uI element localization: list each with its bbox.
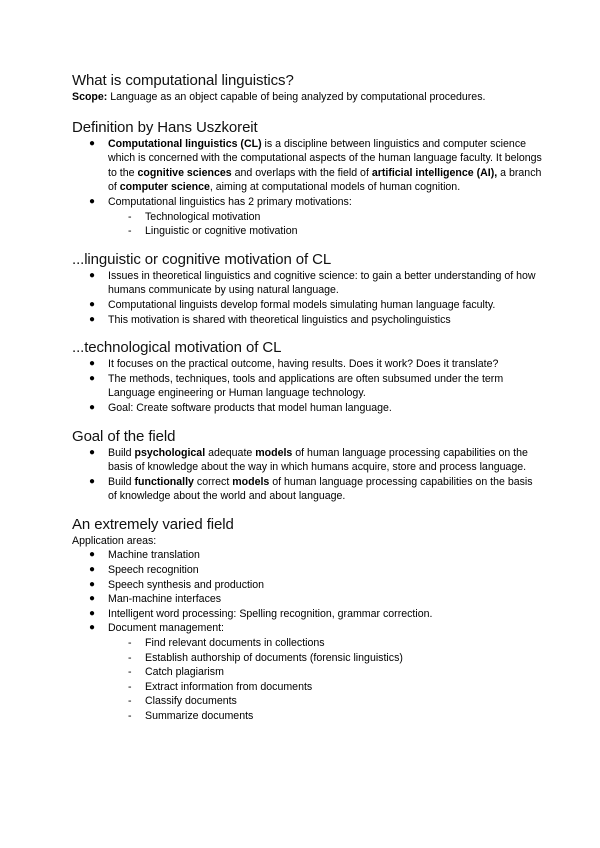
bullet-icon: ● — [89, 269, 96, 281]
text: Find relevant documents in collections — [145, 637, 325, 650]
text: a branch of — [108, 166, 542, 194]
dash-icon: - — [128, 210, 132, 223]
bullet-icon: ● — [89, 372, 96, 384]
text: Machine translation — [108, 549, 200, 562]
text: and overlaps with the field of — [231, 166, 372, 179]
dash-icon: - — [128, 225, 132, 238]
application-areas-label: Application areas: — [72, 534, 157, 547]
text: Speech synthesis and production — [108, 578, 265, 591]
dash-icon: - — [128, 651, 132, 664]
dash-icon: - — [128, 680, 132, 693]
section-goal — [72, 428, 542, 504]
bold-term: cognitive sciences — [137, 166, 232, 179]
section-linguistic-motivation — [72, 251, 542, 327]
sub-list-item — [108, 709, 542, 724]
bold-term: models — [232, 475, 270, 488]
technological-heading: ...technological motivation of CL — [72, 339, 282, 357]
text: Summarize documents — [145, 710, 254, 722]
text: Extract information from documents — [145, 680, 313, 693]
scope-paragraph — [72, 90, 542, 105]
text: It focuses on the practical outcome, having results. Does it work? Does it translate? — [108, 358, 499, 371]
scope-label: Scope: — [72, 91, 108, 103]
text: Goal: Create software products that model human language. — [108, 401, 392, 414]
text: The methods, techniques, tools and applications are often subsumed under the term Language engineering or Human language technology. — [108, 372, 504, 400]
varied-heading: An extremely varied field — [72, 515, 234, 533]
text: Build — [108, 446, 135, 459]
text: Linguistic or cognitive motivation — [145, 225, 298, 238]
list-item — [72, 607, 542, 622]
list-item — [72, 578, 542, 593]
bold-term: models — [255, 446, 293, 459]
list-item — [72, 137, 542, 195]
bullet-icon: ● — [89, 401, 96, 413]
scope-text: Language as an object capable of being analyzed by computational procedures. — [107, 91, 486, 103]
text: Document management: — [108, 622, 225, 635]
list-item — [72, 621, 542, 723]
text: Intelligent word processing: Spelling recognition, grammar correction. — [108, 607, 433, 620]
dash-icon: - — [128, 710, 132, 722]
dash-icon: - — [128, 695, 132, 708]
bullet-icon: ● — [89, 313, 96, 325]
text: of human language processing capabilities on the basis of knowledge about the world and about language. — [108, 475, 533, 503]
text: Computational linguists develop formal models simulating human language faculty. — [108, 298, 496, 311]
bullet-icon: ● — [89, 475, 96, 487]
sub-list-item — [108, 680, 542, 695]
text: adequate — [205, 446, 256, 459]
list-item — [72, 357, 542, 372]
bold-term: functionally — [134, 475, 194, 488]
list-item — [72, 446, 542, 475]
text: of human language processing capabilities on the basis of knowledge about the way in which humans acquire, store and process language. — [108, 446, 528, 474]
list-item — [72, 401, 542, 416]
text: , aiming at computational models of human cognition. — [209, 181, 461, 194]
text: Technological motivation — [145, 210, 261, 223]
list-item — [72, 372, 542, 401]
list-item — [72, 195, 542, 239]
sub-list-item — [108, 665, 542, 680]
list-item — [72, 548, 542, 563]
bold-term: psychological — [134, 446, 206, 459]
bullet-icon: ● — [89, 358, 96, 370]
linguistic-heading: ...linguistic or cognitive motivation of CL — [72, 250, 332, 268]
list-item — [72, 475, 542, 504]
bullet-icon: ● — [89, 549, 96, 561]
text: This motivation is shared with theoretical linguistics and psycholinguistics — [108, 313, 451, 326]
bullet-icon: ● — [89, 622, 96, 634]
document-page — [72, 72, 542, 736]
bullet-icon: ● — [89, 593, 96, 605]
page-title: What is computational linguistics? — [72, 72, 294, 89]
text: is a discipline between linguistics and computer science which is concerned with the computational aspects of the human language faculty. It belongs to the — [108, 137, 542, 179]
list-item — [72, 313, 542, 328]
section-varied-field — [72, 516, 542, 724]
section-technological-motivation — [72, 339, 542, 415]
bullet-icon: ● — [89, 298, 96, 310]
bullet-icon: ● — [89, 195, 96, 207]
bullet-icon: ● — [89, 578, 96, 590]
bold-term: computer science — [119, 181, 210, 194]
sub-list-item — [108, 224, 542, 239]
text: Speech recognition — [108, 564, 199, 577]
text: Build — [108, 475, 135, 488]
text: correct — [193, 475, 233, 488]
bullet-icon: ● — [89, 446, 96, 458]
text: Issues in theoretical linguistics and cognitive science: to gain a better understanding of how humans communicate by using natural language. — [108, 269, 536, 297]
bold-term: artificial intelligence (AI), — [371, 166, 498, 179]
text: Catch plagiarism — [145, 666, 224, 679]
section-definition — [72, 119, 542, 239]
sub-list-item — [108, 651, 542, 666]
sub-list-item — [108, 210, 542, 225]
text: Computational linguistics has 2 primary motivations: — [108, 195, 352, 208]
list-item — [72, 298, 542, 313]
text: Establish authorship of documents (forensic linguistics) — [145, 651, 403, 664]
definition-heading: Definition by Hans Uszkoreit — [72, 118, 258, 136]
goal-heading: Goal of the field — [72, 427, 176, 445]
dash-icon: - — [128, 637, 132, 650]
list-item — [72, 269, 542, 298]
bullet-icon: ● — [89, 137, 96, 149]
sub-list-item — [108, 636, 542, 651]
bullet-icon: ● — [89, 564, 96, 576]
section-intro — [72, 72, 542, 105]
list-item — [72, 563, 542, 578]
bold-term: Computational linguistics (CL) — [108, 137, 262, 150]
text: Classify documents — [145, 695, 237, 708]
sub-list-item — [108, 694, 542, 709]
text: Man-machine interfaces — [108, 593, 222, 606]
bullet-icon: ● — [89, 607, 96, 619]
dash-icon: - — [128, 666, 132, 679]
list-item — [72, 592, 542, 607]
